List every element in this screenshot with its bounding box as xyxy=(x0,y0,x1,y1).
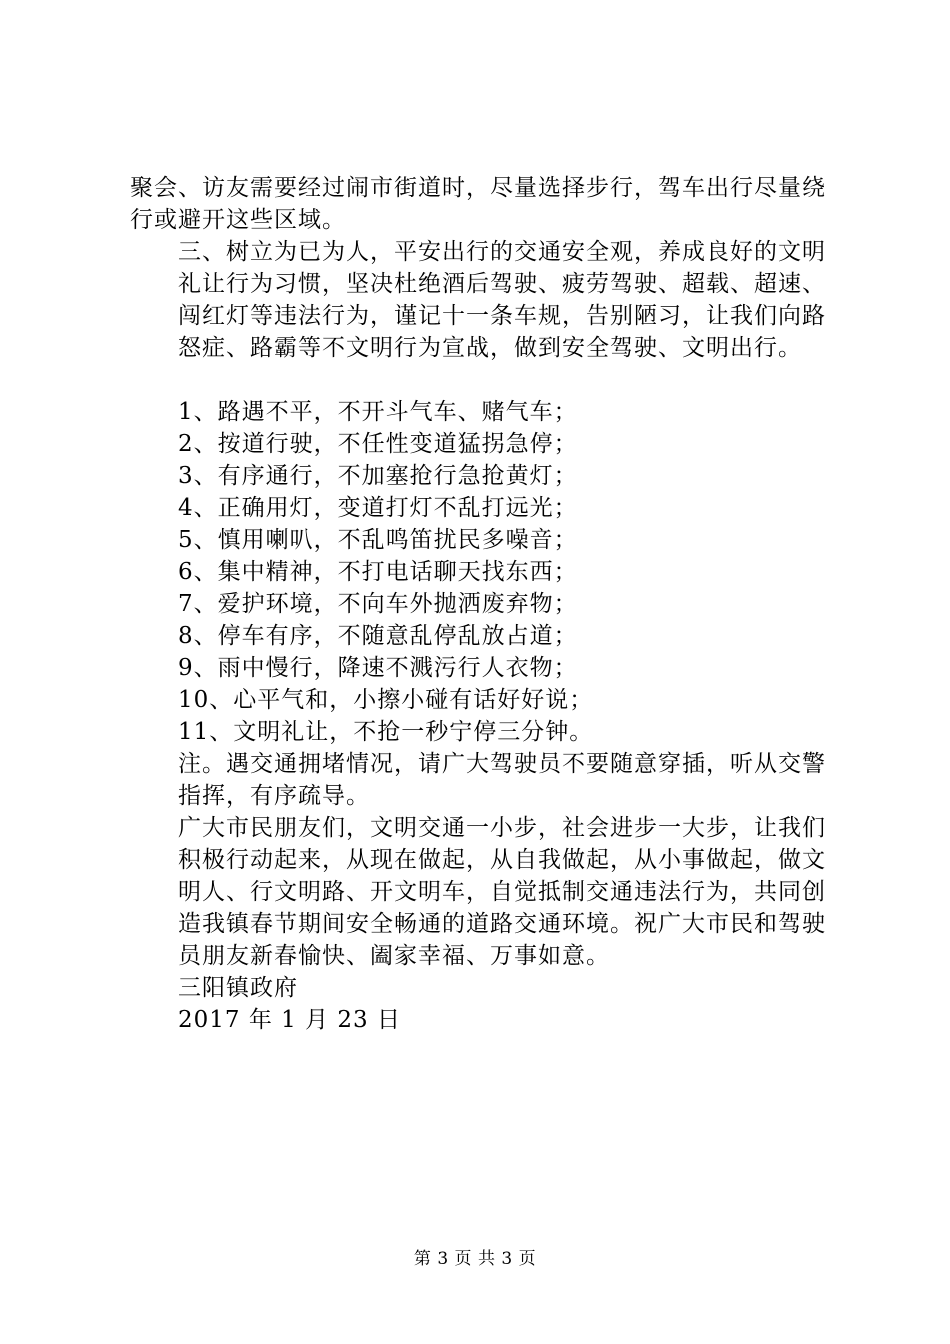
paragraph-three: 三、树立为已为人，平安出行的交通安全观，养成良好的文明礼让行为习惯，坚决杜绝酒后驾驶、疲劳驾驶、超载、超速、闯红灯等违法行为，谨记十一条车规，告别陋习，让我们向路怒症、路霸等不文明行为宣战，做到安全驾驶、文明出行。 xyxy=(178,239,826,361)
page-number: 第 3 页 共 3 页 xyxy=(413,1249,537,1269)
rule-item: 8、停车有序，不随意乱停乱放占道； xyxy=(178,623,578,649)
document-body xyxy=(130,172,830,1036)
rule-item: 4、正确用灯，变道打灯不乱打远光； xyxy=(178,495,578,521)
rule-item: 10、心平气和，小擦小碰有话好好说； xyxy=(178,687,594,713)
rule-item: 2、按道行驶，不任性变道猛拐急停； xyxy=(178,431,578,457)
rule-item: 6、集中精神，不打电话聊天找东西； xyxy=(178,559,578,585)
date: 2017 年 1 月 23 日 xyxy=(178,1007,401,1033)
rule-item: 1、路遇不平，不开斗气车、赌气车； xyxy=(178,399,578,425)
rule-item: 7、爱护环境，不向车外抛洒废弃物； xyxy=(178,591,578,617)
closing-paragraph: 广大市民朋友们，文明交通一小步，社会进步一大步，让我们积极行动起来，从现在做起，从自我做起，从小事做起，做文明人、行文明路、开文明车，自觉抵制交通违法行为，共同创造我镇春节期间安全畅通的道路交通环境。祝广大市民和驾驶员朋友新春愉快、阖家幸福、万事如意。 xyxy=(178,815,826,969)
paragraph-continuation: 聚会、访友需要经过闹市街道时，尽量选择步行，驾车出行尽量绕行或避开这些区域。 xyxy=(130,175,826,233)
blank-line xyxy=(130,364,830,396)
rule-item: 5、慎用喇叭，不乱鸣笛扰民多噪音； xyxy=(178,527,578,553)
signature: 三阳镇政府 xyxy=(178,975,298,1001)
note-paragraph: 注。遇交通拥堵情况，请广大驾驶员不要随意穿插，听从交警指挥，有序疏导。 xyxy=(178,751,826,809)
rule-item: 11、文明礼让，不抢一秒宁停三分钟。 xyxy=(178,719,594,745)
rule-item: 3、有序通行，不加塞抢行急抢黄灯； xyxy=(178,463,578,489)
rule-item: 9、雨中慢行，降速不溅污行人衣物； xyxy=(178,655,578,681)
